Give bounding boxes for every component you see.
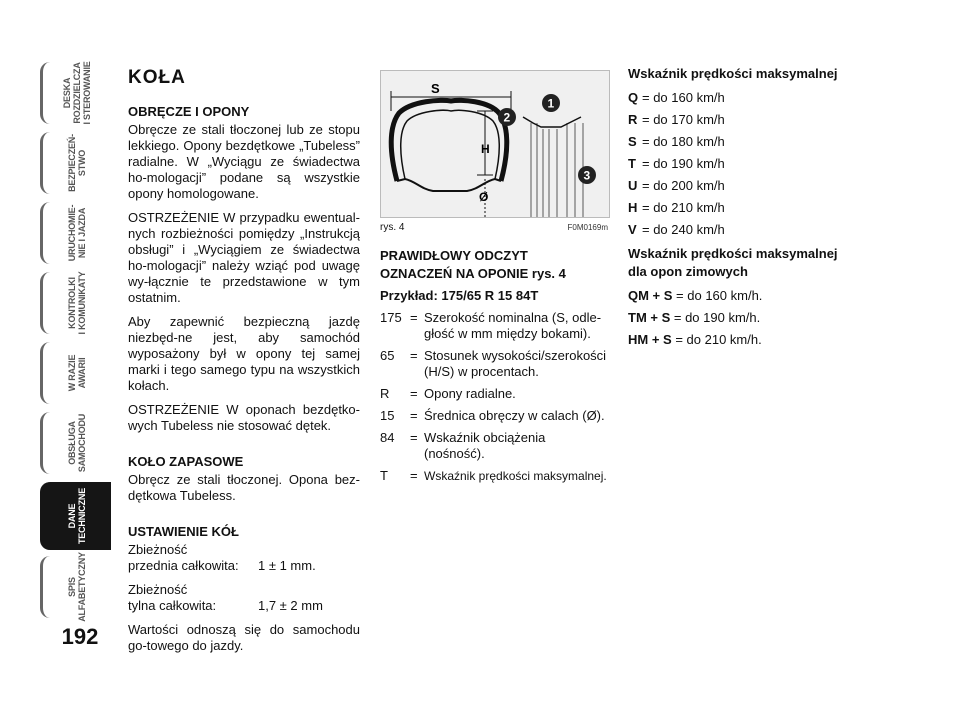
rims-paragraph-1: Obręcze ze stali tłoczonej lub ze stopu lekkiego. Opony bezdętkowe „Tubeless” radialne. W „Wyciągu ze świadectwa ho-mologacji” podane są wszystkie opony homologowane. bbox=[128, 122, 360, 201]
front-toe-label: Zbieżność bbox=[128, 542, 188, 557]
figure-code: F0M0169m bbox=[567, 223, 608, 232]
tab-label: W RAZIE AWARII bbox=[67, 354, 87, 392]
tab-label: DANE TECHNICZNE bbox=[67, 488, 87, 544]
list-item: 175 = Szerokość nominalna (S, odle-głość w mm między bokami). bbox=[380, 310, 602, 341]
markings-example: Przykład: 175/65 R 15 84T bbox=[380, 288, 539, 303]
tyre-section-figure bbox=[380, 70, 610, 218]
rim-profile bbox=[523, 117, 581, 127]
tab-spis-alfabetyczny[interactable] bbox=[40, 552, 111, 622]
winter-heading-1: Wskaźnik prędkości maksymalnej bbox=[628, 246, 838, 261]
tyre-outline bbox=[391, 100, 507, 181]
winter-heading-2: dla opon zimowych bbox=[628, 264, 748, 279]
front-toe-value: 1 ± 1 mm. bbox=[258, 558, 316, 573]
list-item: U = do 200 km/h bbox=[628, 178, 725, 193]
figure-caption: rys. 4 bbox=[380, 222, 405, 233]
tyre-code-list bbox=[380, 310, 608, 484]
tab-deska-rozdzielcza[interactable] bbox=[40, 62, 111, 124]
label-s: S bbox=[431, 81, 440, 96]
spare-paragraph: Obręcz ze stali tłoczonej. Opona bez-dętkowa Tubeless. bbox=[128, 472, 360, 503]
page-number: 192 bbox=[61, 624, 99, 649]
list-item: 65 = Stosunek wysokości/szerokości (H/S) w procentach. bbox=[380, 348, 607, 379]
rims-paragraph-2: OSTRZEŻENIE W przypadku ewentual-nych rozbieżności pomiędzy „Instrukcją obsługi” i „Wyciągiem ze świadectwa ho-mologacji” należy wziąć pod uwagę wy-łącznie te przedstawione w tym ostatnim. bbox=[128, 210, 360, 305]
list-item: HM + S = do 210 km/h. bbox=[628, 332, 762, 347]
rear-toe-label: Zbieżność bbox=[128, 582, 188, 597]
alignment-heading: USTAWIENIE KÓŁ bbox=[128, 524, 239, 539]
rim-profile-lines bbox=[531, 123, 583, 217]
rims-paragraph-4: OSTRZEŻENIE W oponach bezdętko-wych Tubeless nie stosować dętek. bbox=[128, 402, 360, 433]
label-h: H bbox=[481, 142, 490, 156]
list-item: 84 = Wskaźnik obciążenia (nośność). bbox=[380, 430, 546, 461]
list-item: R = Opony radialne. bbox=[380, 386, 516, 401]
tab-label: KONTROLKI I KOMUNIKATY bbox=[67, 271, 87, 335]
column-speed-index bbox=[628, 66, 878, 354]
tyre-diagram bbox=[381, 71, 609, 217]
tab-label: BEZPIECZEŃ- STWO bbox=[67, 134, 87, 192]
tab-kontrolki[interactable] bbox=[40, 272, 111, 334]
rims-heading: OBRĘCZE I OPONY bbox=[128, 104, 250, 119]
label-diameter: Ø bbox=[479, 190, 489, 204]
list-item: TM + S = do 190 km/h. bbox=[628, 310, 761, 325]
callout-3: 3 bbox=[583, 168, 591, 183]
tab-w-razie-awarii[interactable] bbox=[40, 342, 111, 404]
rear-toe-value: 1,7 ± 2 mm bbox=[258, 598, 323, 613]
page-title: KOŁA bbox=[128, 67, 186, 88]
tab-bezpieczenstwo[interactable] bbox=[40, 132, 111, 194]
spare-heading: KOŁO ZAPASOWE bbox=[128, 454, 244, 469]
list-item: S = do 180 km/h bbox=[628, 134, 725, 149]
rear-toe-sublabel: tylna całkowita: bbox=[128, 598, 217, 613]
column-wheels bbox=[128, 66, 360, 662]
callout-1: 1 bbox=[547, 96, 555, 111]
list-item: V = do 240 km/h bbox=[628, 222, 725, 237]
tab-label: OBSŁUGA SAMOCHODU bbox=[67, 413, 87, 473]
tab-obsluga[interactable] bbox=[40, 412, 111, 474]
front-toe-sublabel: przednia całkowita: bbox=[128, 558, 239, 573]
markings-heading-2: OZNACZEŃ NA OPONIE rys. 4 bbox=[380, 266, 566, 281]
tab-dane-techniczne[interactable] bbox=[40, 482, 111, 550]
tab-uruchomienie[interactable] bbox=[40, 202, 111, 264]
list-item: T = Wskaźnik prędkości maksymalnej. bbox=[380, 468, 607, 483]
list-item: Q = do 160 km/h bbox=[628, 90, 725, 105]
markings-heading-1: PRAWIDŁOWY ODCZYT bbox=[380, 248, 528, 263]
list-item: QM + S = do 160 km/h. bbox=[628, 288, 763, 303]
list-item: 15 = Średnica obręczy w calach (Ø). bbox=[380, 408, 605, 423]
list-item: T = do 190 km/h bbox=[628, 156, 725, 171]
speed-heading: Wskaźnik prędkości maksymalnej bbox=[628, 66, 838, 81]
alignment-note: Wartości odnoszą się do samochodu go-towego do jazdy. bbox=[128, 622, 360, 653]
column-tyre-markings bbox=[380, 70, 608, 490]
tab-label: URUCHOMIE- NIE I JAZDA bbox=[67, 204, 87, 262]
rims-paragraph-3: Aby zapewnić bezpieczną jazdę niezbęd-ne jest, aby samochód wyposażony był w opony tej samej marki i tego samego typu na wszystkich kołach. bbox=[128, 314, 360, 393]
callout-2: 2 bbox=[503, 110, 511, 125]
tab-label: SPIS ALFABETYCZNY bbox=[67, 552, 87, 622]
list-item: R = do 170 km/h bbox=[628, 112, 725, 127]
tab-label: DESKA ROZDZIELCZA I STEROWANIE bbox=[62, 61, 92, 125]
list-item: H = do 210 km/h bbox=[628, 200, 725, 215]
